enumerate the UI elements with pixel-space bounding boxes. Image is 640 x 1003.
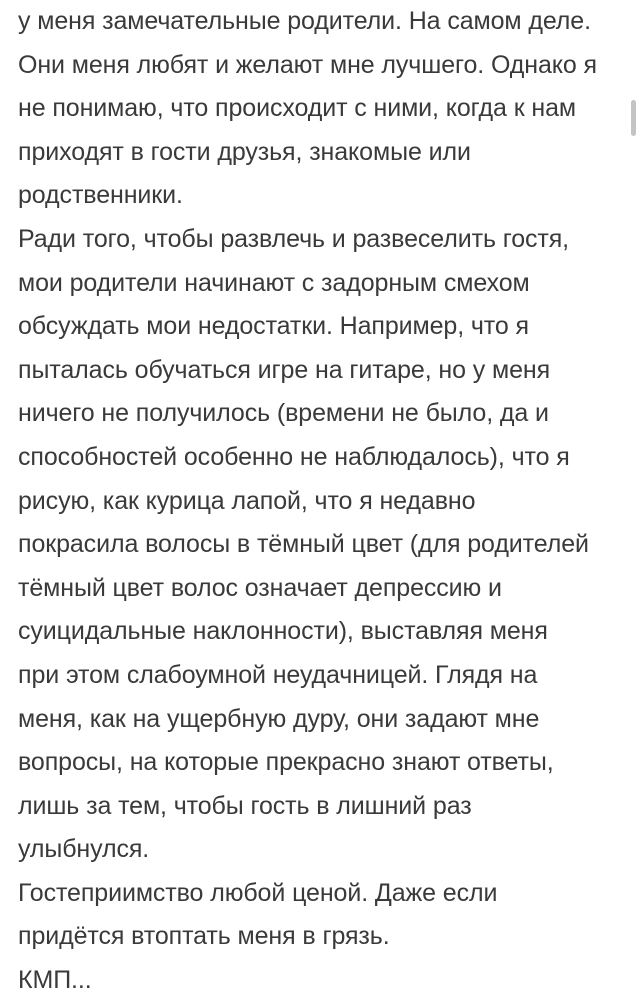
text-line: рисую, как курица лапой, что я недавно [18,486,476,515]
post-text [18,0,628,1003]
text-line: ничего не получилось (времени не было, да и [18,399,549,428]
text-line: лишь за тем, чтобы гость в лишний раз [18,791,472,820]
text-line: обсуждать мои недостатки. Например, что я [18,312,529,341]
text-line: улыбнулся. [18,835,150,864]
text-line: пыталась обучаться игре на гитаре, но у меня [18,355,551,384]
text-line: придётся втоптать меня в грязь. [18,922,390,951]
text-line: при этом слабоумной неудачницей. Глядя на [18,660,538,689]
text-line: Гостеприимство любой ценой. Даже если [18,878,498,907]
text-line: приходят в гости друзья, знакомые или [18,137,471,166]
text-line: покрасила волосы в тёмный цвет (для родителей [18,530,589,559]
text-line: меня, как на ущербную дуру, они задают мне [18,704,540,733]
text-line: не понимаю, что происходит с ними, когда к нам [18,94,576,123]
scrollbar-thumb[interactable] [631,100,636,136]
text-line: суицидальные наклонности), выставляя меня [18,617,548,646]
text-line: тёмный цвет волос означает депрессию и [18,573,502,602]
text-line: КМП... [18,966,92,995]
text-line: у меня замечательные родители. На самом деле. [18,7,591,35]
text-line: родственники. [18,181,183,210]
text-line: Они меня любят и желают мне лучшего. Однако я [18,50,597,79]
text-line: вопросы, на которые прекрасно знают ответы, [18,748,554,777]
text-line: Ради того, чтобы развлечь и развеселить гостя, [18,224,570,253]
text-line: мои родители начинают с задорным смехом [18,268,530,297]
text-line: способностей особенно не наблюдалось), что я [18,442,570,471]
